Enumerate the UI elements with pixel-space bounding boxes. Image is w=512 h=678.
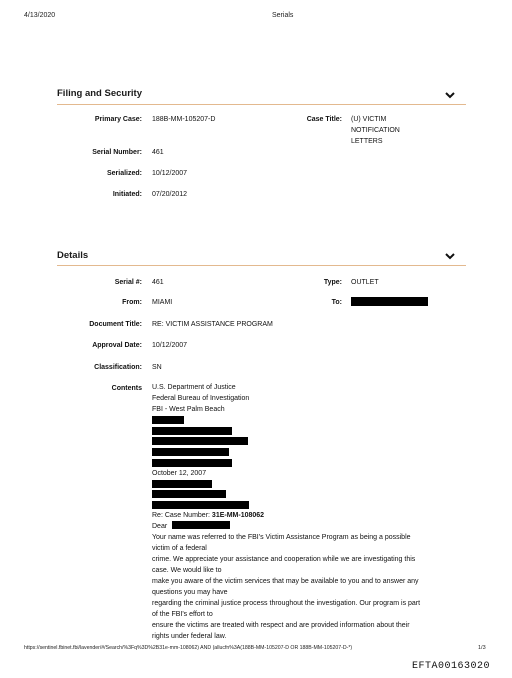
details-section-title: Details <box>57 250 89 261</box>
chevron-down-icon[interactable] <box>444 90 456 100</box>
chevron-down-icon[interactable] <box>444 251 456 261</box>
case-title-line-2: NOTIFICATION <box>351 127 400 134</box>
print-title: Serials <box>272 12 294 19</box>
contents-body-line: case. We would like to <box>152 567 222 574</box>
contents-header-line: U.S. Department of Justice <box>152 384 236 391</box>
contents-body-line: make you aware of the victim services that may be available to you and to answer any <box>152 578 419 585</box>
contents-body-line: rights under federal law. <box>152 633 227 640</box>
redaction-block <box>152 501 249 509</box>
approval-date-value: 10/12/2007 <box>152 342 188 349</box>
redaction-block <box>152 480 212 488</box>
classification-label: Classification: <box>94 364 142 371</box>
contents-body-line: Your name was referred to the FBI's Victim Assistance Program as being a possible <box>152 534 411 541</box>
serial-value: 461 <box>152 279 164 286</box>
contents-body-line: questions you may have <box>152 589 228 596</box>
print-footer-url: https://sentinel.fbinet.fbi/lavender/#/Search/%3Fq%3D%2B31e-mm-108062) AND (allucfn%3A(188B-MM-105207-D OR 188B-MM-105207-D-*) <box>24 645 353 651</box>
contents-dear: Dear <box>152 523 168 530</box>
serial-number-value: 461 <box>152 149 164 156</box>
contents-body-line: regarding the criminal justice process throughout the investigation. Our program is part <box>152 600 421 607</box>
primary-case-label: Primary Case: <box>94 116 142 123</box>
serialized-value: 10/12/2007 <box>152 170 188 177</box>
document-title-value: RE: VICTIM ASSISTANCE PROGRAM <box>152 321 273 328</box>
approval-date-label: Approval Date: <box>92 342 142 349</box>
print-date: 4/13/2020 <box>24 12 56 19</box>
redaction-block <box>152 427 232 435</box>
redaction-block <box>152 490 226 498</box>
case-title-label: Case Title: <box>306 116 342 123</box>
to-label: To: <box>331 299 342 306</box>
details-section-divider <box>57 265 466 266</box>
primary-case-value: 188B-MM-105207-D <box>152 116 216 123</box>
redaction-recipient-name <box>172 521 230 529</box>
redaction-block <box>152 416 184 424</box>
type-label: Type: <box>323 279 342 286</box>
contents-body-line: victim of a federal <box>152 545 207 552</box>
type-value: OUTLET <box>351 279 379 286</box>
contents-label: Contents <box>111 385 142 392</box>
contents-header-line: FBI - West Palm Beach <box>152 406 225 413</box>
contents-body-line: of the FBI's effort to <box>152 611 213 618</box>
bates-stamp: EFTA00163020 <box>412 661 491 672</box>
case-title-line-3: LETTERS <box>351 138 383 145</box>
initiated-value: 07/20/2012 <box>152 191 188 198</box>
contents-header-line: Federal Bureau of Investigation <box>152 395 250 402</box>
initiated-label: Initiated: <box>112 191 142 198</box>
from-value: MIAMI <box>152 299 173 306</box>
filing-section-title: Filing and Security <box>57 88 142 99</box>
serial-label: Serial #: <box>114 279 142 286</box>
serial-number-label: Serial Number: <box>92 149 142 156</box>
contents-date: October 12, 2007 <box>152 470 207 477</box>
case-title-line-1: (U) VICTIM <box>351 116 387 123</box>
print-page-number: 1/3 <box>478 645 486 651</box>
filing-section-divider <box>57 104 466 105</box>
document-title-label: Document Title: <box>89 321 142 328</box>
re-case-number: 31E-MM-108062 <box>211 512 265 519</box>
contents-re-line <box>152 511 264 522</box>
redaction-to <box>351 297 428 306</box>
redaction-block <box>152 459 232 467</box>
from-label: From: <box>122 299 142 306</box>
re-prefix: Re: Case Number: <box>152 512 212 519</box>
contents-body-line: crime. We appreciate your assistance and cooperation while we are investigating this <box>152 556 416 563</box>
redaction-block <box>152 448 229 456</box>
contents-body-line: ensure the victims are treated with respect and are provided information about their <box>152 622 410 629</box>
redaction-block <box>152 437 248 445</box>
classification-value: SN <box>152 364 162 371</box>
serialized-label: Serialized: <box>106 170 142 177</box>
